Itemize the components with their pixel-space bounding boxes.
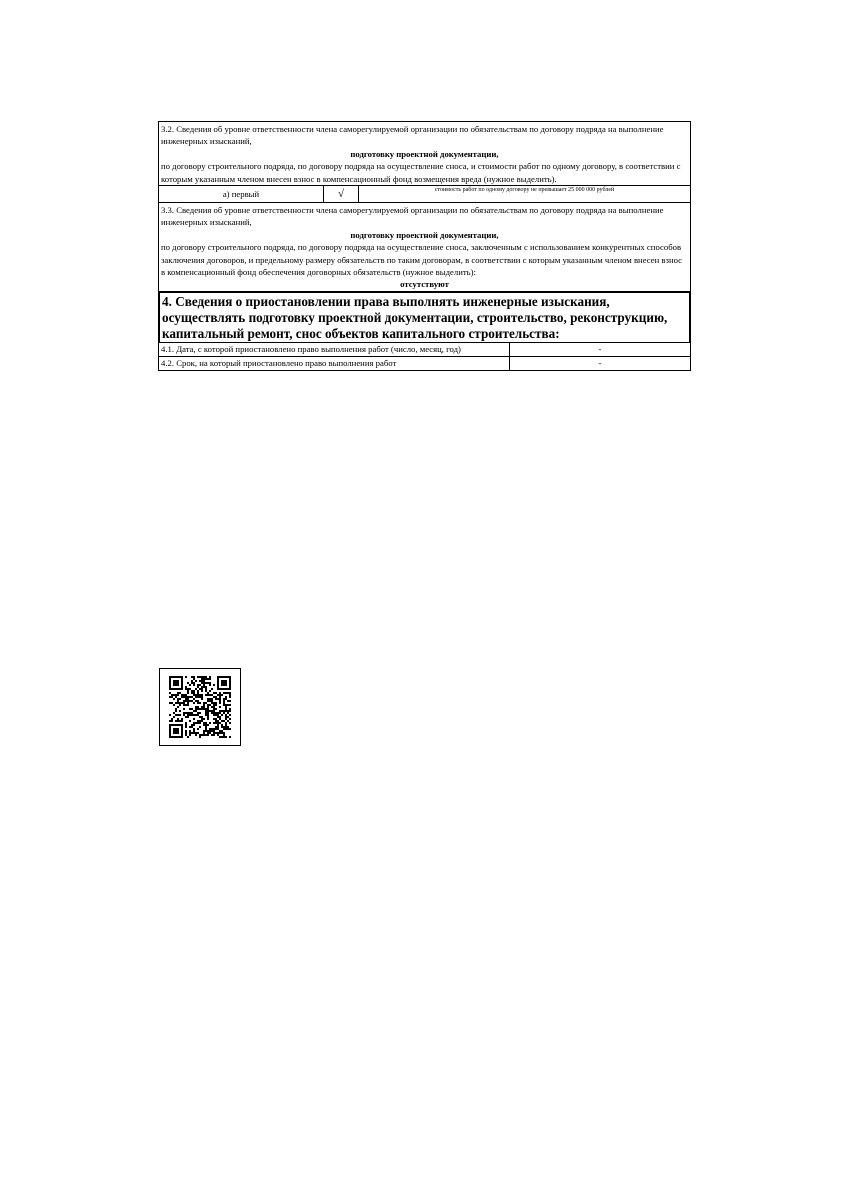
- row-4-2-label: 4.2. Срок, на который приостановлено право выполнения работ: [159, 357, 510, 370]
- document-table: [158, 121, 691, 371]
- section-4-heading: 4. Сведения о приостановлении права выполнять инженерные изыскания, осуществлять подготовку проектной документации, строительство, реконструкцию, капитальный ремонт, снос объектов капитального строительства:: [158, 291, 691, 342]
- section-3-2-text1: 3.2. Сведения об уровне ответственности члена саморегулируемой организации по обязательствам по договору подряда на выполнение инженерных изысканий,: [161, 124, 664, 147]
- section-3-2-text2: по договору строительного подряда, по договору подряда на осуществление сноса, и стоимости работ по одному договору, в соответствии с которым указанным членом внесен взнос в компенсационный фонд возмещения вреда (нужное выделить).: [161, 161, 681, 184]
- table-row: [158, 356, 691, 371]
- section-3-2: [158, 121, 691, 185]
- section-3-3-text2: по договору строительного подряда, по договору подряда на осуществление сноса, заключенным с использованием конкурентных способов заключения договоров, и предельному размеру обязательств по таким договорам, в соответствии с которым указанным членом внесен взнос в компенсационный фонд обеспечения договорных обязательств (нужное выделить):: [161, 242, 683, 278]
- table-row: [158, 342, 691, 356]
- section-3-3: [158, 202, 691, 291]
- row-4-1-value: -: [598, 343, 602, 354]
- section-3-3-text1: 3.3. Сведения об уровне ответственности члена саморегулируемой организации по обязательствам по договору подряда на выполнение инженерных изысканий,: [161, 205, 664, 228]
- level-row: [158, 185, 691, 202]
- level-checkmark: √: [324, 186, 359, 202]
- section-3-2-bold: подготовку проектной документации,: [350, 148, 499, 159]
- level-label: а) первый: [159, 186, 324, 202]
- qr-code-icon: [169, 676, 231, 738]
- section-3-3-bold: подготовку проектной документации,: [350, 229, 499, 240]
- row-4-2-value: -: [598, 357, 602, 368]
- row-4-1-label: 4.1. Дата, с которой приостановлено право выполнения работ (число, месяц, год): [159, 343, 510, 356]
- section-3-3-value: отсутствуют: [400, 279, 449, 290]
- level-note: стоимость работ по одному договору не превышает 25 000 000 рублей: [434, 187, 615, 194]
- qr-code-frame: [159, 668, 241, 746]
